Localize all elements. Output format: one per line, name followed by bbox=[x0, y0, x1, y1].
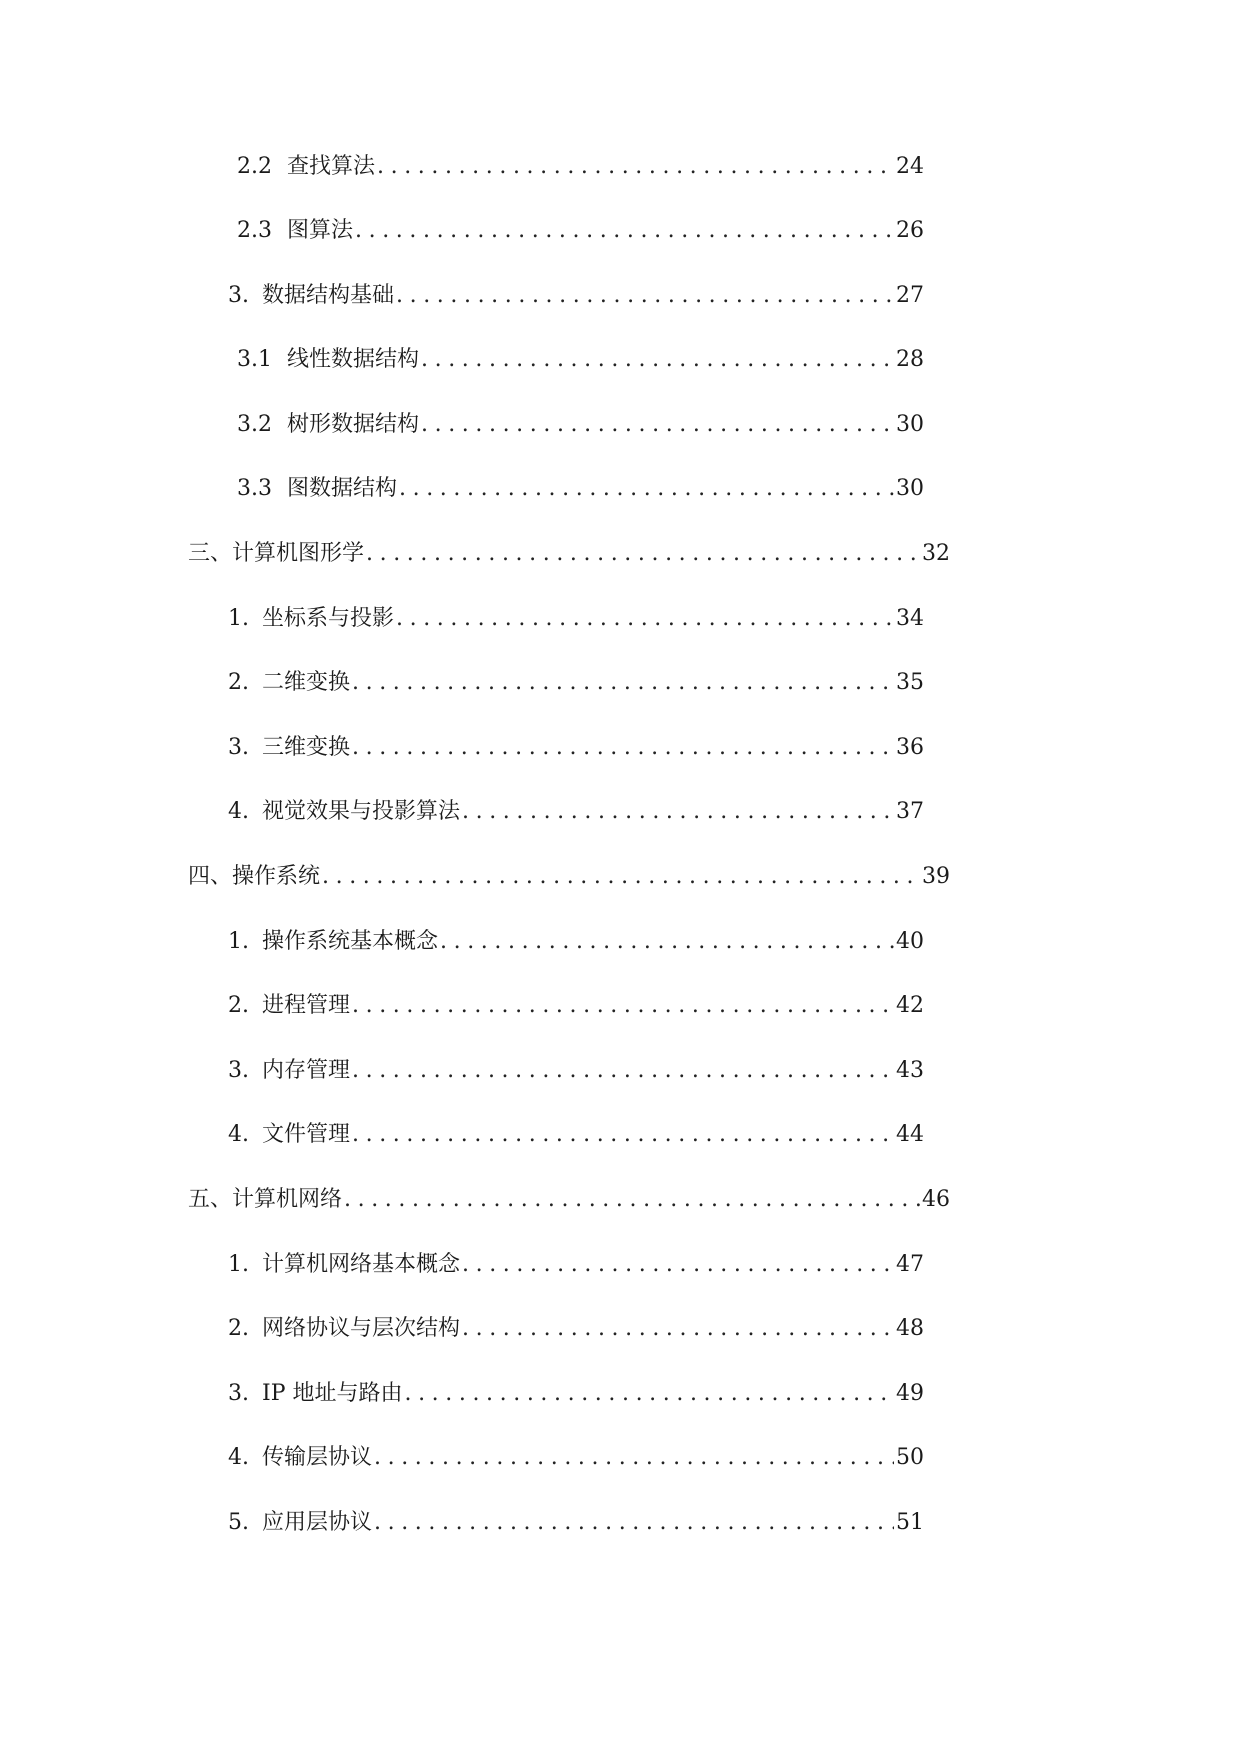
dot-leader bbox=[355, 211, 894, 251]
toc-entry-number: 3. bbox=[228, 1058, 249, 1083]
toc-entry-number: 2. bbox=[228, 1316, 249, 1341]
toc-entry[interactable] bbox=[212, 1438, 924, 1478]
toc-entry[interactable] bbox=[212, 728, 924, 768]
toc-entry-title: 操作系统基本概念 bbox=[262, 929, 439, 954]
dot-leader bbox=[322, 857, 920, 897]
toc-entry-number: 2. bbox=[228, 993, 249, 1018]
toc-entry-title: 视觉效果与投影算法 bbox=[262, 799, 461, 824]
toc-entry-number: 3. bbox=[228, 1381, 249, 1406]
toc-entry-title: 应用层协议 bbox=[262, 1510, 373, 1535]
toc-entry[interactable] bbox=[188, 857, 950, 897]
toc-entry-page: 47 bbox=[896, 1252, 924, 1277]
dot-leader bbox=[344, 1180, 920, 1220]
toc-entry-page: 24 bbox=[896, 154, 924, 179]
toc-entry-page: 36 bbox=[896, 735, 924, 760]
dot-leader bbox=[352, 986, 894, 1026]
toc-entry-page: 46 bbox=[922, 1187, 950, 1212]
toc-entry[interactable] bbox=[237, 340, 924, 380]
toc-entry-page: 37 bbox=[896, 799, 924, 824]
toc-entry[interactable] bbox=[212, 986, 924, 1026]
toc-entry[interactable] bbox=[212, 1051, 924, 1091]
toc-entry[interactable] bbox=[212, 1245, 924, 1285]
toc-entry-page: 30 bbox=[896, 476, 924, 501]
toc-entry-page: 32 bbox=[922, 541, 950, 566]
toc-entry[interactable] bbox=[188, 534, 950, 574]
toc-entry-title: 四、操作系统 bbox=[188, 864, 321, 889]
dot-leader bbox=[352, 728, 894, 768]
toc-entry-number: 5. bbox=[228, 1510, 249, 1535]
dot-leader bbox=[399, 469, 894, 509]
toc-entry-title: 树形数据结构 bbox=[287, 412, 420, 437]
toc-entry-title: 三、计算机图形学 bbox=[188, 541, 365, 566]
dot-leader bbox=[405, 1374, 895, 1414]
toc-entry-title: 图算法 bbox=[287, 218, 354, 243]
toc-entry-number: 1. bbox=[228, 606, 249, 631]
toc-entry-number: 4. bbox=[228, 1445, 249, 1470]
dot-leader bbox=[374, 1438, 894, 1478]
toc-entry-title: 网络协议与层次结构 bbox=[262, 1316, 461, 1341]
toc-entry[interactable] bbox=[212, 922, 924, 962]
toc-entry-page: 48 bbox=[896, 1316, 924, 1341]
toc-entry-page: 34 bbox=[896, 606, 924, 631]
toc-entry-title: 坐标系与投影 bbox=[262, 606, 395, 631]
toc-entry-number: 3.1 bbox=[237, 347, 272, 372]
toc-entry-page: 39 bbox=[922, 864, 950, 889]
dot-leader bbox=[462, 1245, 894, 1285]
dot-leader bbox=[462, 792, 894, 832]
dot-leader bbox=[352, 1051, 894, 1091]
toc-entry-page: 28 bbox=[896, 347, 924, 372]
toc-entry-title: 查找算法 bbox=[287, 154, 376, 179]
toc-entry-page: 49 bbox=[896, 1381, 924, 1406]
toc-entry-title: 二维变换 bbox=[262, 670, 351, 695]
toc-entry[interactable] bbox=[212, 599, 924, 639]
toc-entry-page: 35 bbox=[896, 670, 924, 695]
toc-entry[interactable] bbox=[212, 1309, 924, 1349]
dot-leader bbox=[374, 1503, 894, 1543]
toc-entry-page: 30 bbox=[896, 412, 924, 437]
toc-entry-page: 44 bbox=[896, 1122, 924, 1147]
toc-entry-title: 三维变换 bbox=[262, 735, 351, 760]
dot-leader bbox=[421, 405, 894, 445]
toc-entry-page: 50 bbox=[896, 1445, 924, 1470]
toc-entry-page: 42 bbox=[896, 993, 924, 1018]
toc-entry-number: 4. bbox=[228, 799, 249, 824]
toc-entry-number: 3.2 bbox=[237, 412, 272, 437]
toc-entry[interactable] bbox=[237, 211, 924, 251]
toc-entry[interactable] bbox=[237, 405, 924, 445]
dot-leader bbox=[396, 599, 894, 639]
dot-leader bbox=[440, 922, 894, 962]
toc-entry[interactable] bbox=[188, 1180, 950, 1220]
toc-entry-number: 4. bbox=[228, 1122, 249, 1147]
toc-entry-number: 1. bbox=[228, 1252, 249, 1277]
toc-entry[interactable] bbox=[237, 469, 924, 509]
dot-leader bbox=[421, 340, 894, 380]
toc-entry-title: 文件管理 bbox=[262, 1122, 351, 1147]
dot-leader bbox=[462, 1309, 894, 1349]
toc-entry[interactable] bbox=[212, 663, 924, 703]
toc-entry-page: 27 bbox=[896, 283, 924, 308]
dot-leader bbox=[352, 1115, 894, 1155]
dot-leader bbox=[396, 276, 894, 316]
toc-entry-title: IP 地址与路由 bbox=[262, 1381, 403, 1406]
toc-entry[interactable] bbox=[212, 276, 924, 316]
toc-entry-title: 数据结构基础 bbox=[262, 283, 395, 308]
toc-entry-number: 2.2 bbox=[237, 154, 272, 179]
toc-entry-title: 图数据结构 bbox=[287, 476, 398, 501]
toc-entry-title: 传输层协议 bbox=[262, 1445, 373, 1470]
dot-leader bbox=[352, 663, 894, 703]
toc-entry-number: 2. bbox=[228, 670, 249, 695]
toc-entry[interactable] bbox=[212, 1115, 924, 1155]
toc-entry-page: 51 bbox=[896, 1510, 924, 1535]
toc-entry-title: 线性数据结构 bbox=[287, 347, 420, 372]
dot-leader bbox=[377, 147, 894, 187]
toc-entry-number: 3.3 bbox=[237, 476, 272, 501]
dot-leader bbox=[366, 534, 920, 574]
toc-entry-number: 3. bbox=[228, 735, 249, 760]
toc-entry[interactable] bbox=[212, 792, 924, 832]
toc-entry-number: 1. bbox=[228, 929, 249, 954]
toc-entry[interactable] bbox=[237, 147, 924, 187]
toc-entry[interactable] bbox=[212, 1503, 924, 1543]
toc-entry-title: 五、计算机网络 bbox=[188, 1187, 343, 1212]
toc-entry[interactable] bbox=[212, 1374, 924, 1414]
toc-entry-page: 40 bbox=[896, 929, 924, 954]
toc-entry-number: 2.3 bbox=[237, 218, 272, 243]
toc-entry-title: 内存管理 bbox=[262, 1058, 351, 1083]
toc-entry-number: 3. bbox=[228, 283, 249, 308]
toc-entry-page: 43 bbox=[896, 1058, 924, 1083]
toc-entry-title: 计算机网络基本概念 bbox=[262, 1252, 461, 1277]
toc-entry-title: 进程管理 bbox=[262, 993, 351, 1018]
toc-entry-page: 26 bbox=[896, 218, 924, 243]
